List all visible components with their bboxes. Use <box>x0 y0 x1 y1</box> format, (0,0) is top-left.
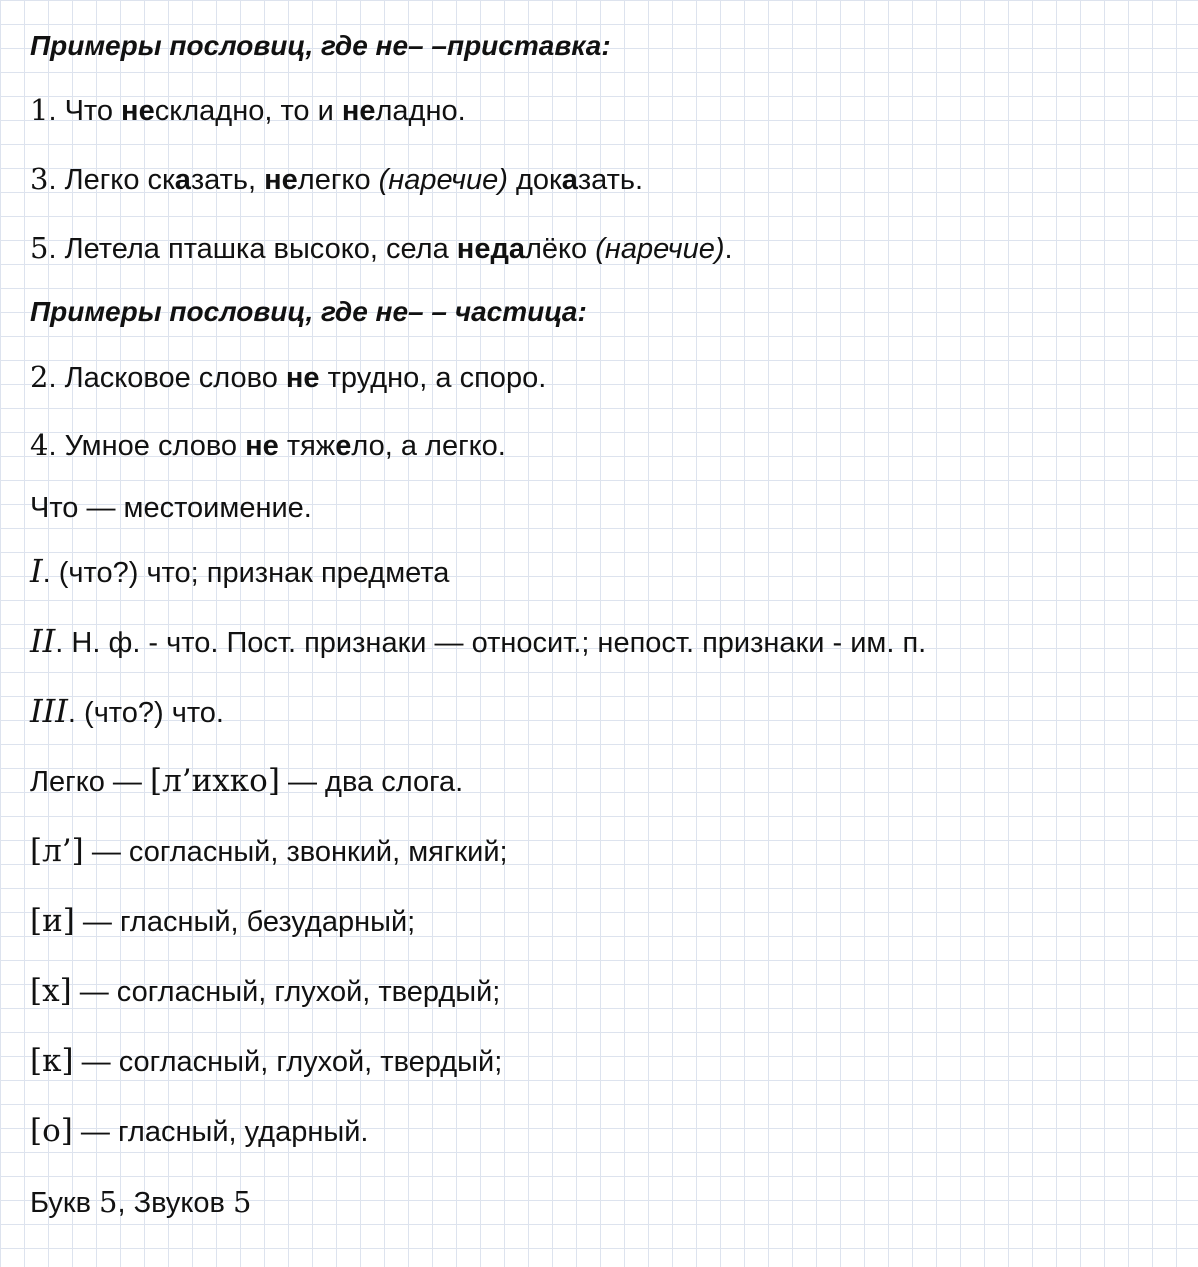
sound-symbol: [х] <box>30 973 72 1009</box>
proverb-1: 1. Что нескладно, то и неладно. <box>30 93 466 127</box>
sound-symbol: [и] <box>30 903 75 939</box>
prefix-ne: не <box>264 164 298 196</box>
stressed-vowel: а <box>174 164 191 196</box>
part-of-speech-note: (наречие) <box>595 233 725 265</box>
roman-numeral: II <box>30 622 56 660</box>
sound-symbol: [о] <box>30 1113 73 1149</box>
sound-description: — согласный, глухой, твердый; <box>79 976 501 1008</box>
heading-particle: Примеры пословиц, где не– – частица: <box>30 296 587 327</box>
letters-count: 5 <box>99 1185 118 1219</box>
syllable-count: — два слога. <box>287 766 464 798</box>
phonetic-transcription <box>30 763 463 800</box>
proverb-4: 4. Умное слово не тяжело, а легко. <box>30 428 506 462</box>
word: Легко — <box>30 766 142 798</box>
sound-row-kh <box>30 973 500 1010</box>
stressed-vowel: е <box>335 430 352 462</box>
particle-ne: не <box>245 430 279 462</box>
proverb-2: 2. Ласковое слово не трудно, а споро. <box>30 360 547 394</box>
sound-description: — гласный, безударный; <box>82 906 416 938</box>
sounds-count: 5 <box>233 1185 252 1219</box>
analysis-step-2: II. Н. ф. - что. Пост. признаки — относит.; непост. признаки - им. п. <box>30 622 927 660</box>
proverb-number: 1 <box>30 93 49 127</box>
sound-row-o <box>30 1113 368 1150</box>
prefix-ne: не <box>121 95 155 127</box>
sound-row-i <box>30 903 415 940</box>
proverb-number: 2 <box>30 360 49 394</box>
analysis-step-1: I. (что?) что; признак предмета <box>30 552 450 590</box>
prefix-ne: не <box>341 95 376 127</box>
roman-numeral: III <box>30 692 68 730</box>
sound-description: — согласный, глухой, твердый; <box>81 1046 503 1078</box>
letter-sound-summary: Букв 5, Звуков 5 <box>30 1185 252 1219</box>
pronoun-title: Что — местоимение. <box>30 492 312 524</box>
heading-prefix: Примеры пословиц, где не– –приставка: <box>30 30 611 61</box>
particle-ne: не <box>285 362 320 394</box>
sound-description: — согласный, звонкий, мягкий; <box>91 836 508 868</box>
analysis-step-3: III. (что?) что. <box>30 692 224 730</box>
proverb-3: 3. Легко сказать, нелегко (наречие) доказать. <box>30 162 644 196</box>
transcription: [л’ихко] <box>150 763 280 799</box>
sound-row-l <box>30 833 508 870</box>
sound-symbol: [к] <box>30 1043 74 1079</box>
proverb-number: 4 <box>30 428 49 462</box>
roman-numeral: I <box>30 552 43 590</box>
sound-row-k <box>30 1043 502 1080</box>
proverb-number: 3 <box>30 162 49 196</box>
sound-symbol: [л’] <box>30 833 84 869</box>
prefix-ne: неда <box>456 233 525 265</box>
stressed-vowel: а <box>561 164 578 196</box>
part-of-speech-note: (наречие) <box>378 164 508 196</box>
proverb-number: 5 <box>30 231 49 265</box>
sound-description: — гласный, ударный. <box>80 1116 369 1148</box>
proverb-5: 5. Летела пташка высоко, села недалёко (наречие). <box>30 231 733 265</box>
